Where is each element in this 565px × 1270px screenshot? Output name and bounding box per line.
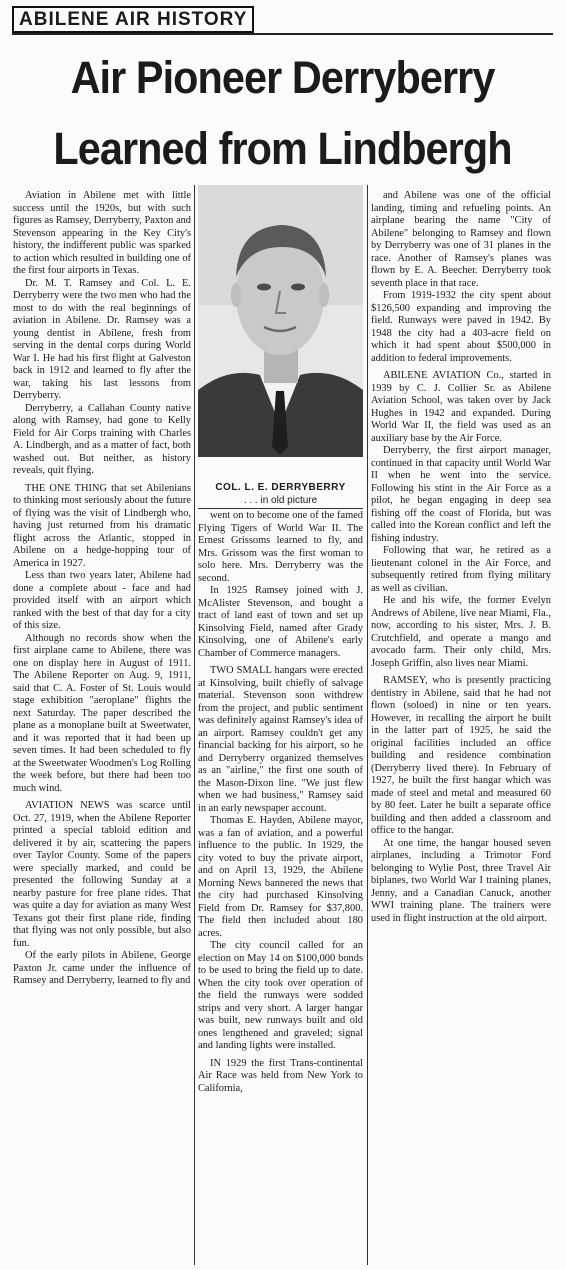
section-kicker: ABILENE AIR HISTORY xyxy=(12,6,254,33)
headline-line-1: Air Pioneer Derryberry xyxy=(70,52,495,103)
portrait-image xyxy=(198,185,363,457)
paragraph: Derryberry, the first airport manager, continued in that capacity until World War II when he went into the service. Following his stint in the Air Force as a pilot, he began engaging in deep sea fishing off the coast of Florida, but was called into the Korean conflict and left the fishing industry. xyxy=(371,445,551,544)
column-divider-right xyxy=(367,185,368,1265)
paragraph: Following that war, he retired as a lieutenant colonel in the Air Force, and subsequently retired from flying military as well as civilian. xyxy=(371,545,551,594)
column-1 xyxy=(13,190,191,1260)
paragraph: TWO SMALL hangars were erected at Kinsolving, built chiefly of salvage material. Stevenson soon withdrew from the project, and public sentiment was definitely against Ramsey's idea of an airport. Ramsey couldn't get any financial backing for his airport, so he and Derryberry organized themselves as an "airline," the first one south of the Mason-Dixon line. "We just flew when we had business," Ramsey said in an early newspaper account. xyxy=(198,665,363,814)
top-rule xyxy=(12,33,553,35)
paragraph: THE ONE THING that set Abilenians to thinking most seriously about the future of flying was the visit of Lindbergh who, having just returned from his dramatic flight across the Atlantic, stopped in Abilene on a hedge-hopping tour of America in 1927. xyxy=(13,482,191,569)
paragraph: went on to become one of the famed Flying Tigers of World War II. The Ernest Grissoms learned to fly, and Mrs. Grissom was the first woman to solo here. Mrs. Derryberry was the second. xyxy=(198,510,363,584)
paragraph: Less than two years later, Abilene had done a complete about - face and had provided itself with an airport which ranked with the best of that day for a city of this size. xyxy=(13,570,191,631)
paragraph: In 1925 Ramsey joined with J. McAlister Stevenson, and bought a tract of land east of town and set up Kinsolving Field, named after Grady Kinsolving, one of Abilene's early Chamber of Commerce managers. xyxy=(198,585,363,659)
paragraph: IN 1929 the first Trans-continental Air Race was held from New York to California, xyxy=(198,1057,363,1094)
column-divider-left xyxy=(194,185,195,1265)
paragraph: ABILENE AVIATION Co., started in 1939 by C. J. Collier Sr. as Abilene Aviation School, was taken over by Jack Hughes in 1942 and expanded. During World War II, the field was used as an auxiliary base by the Air Force. xyxy=(371,370,551,444)
paragraph: Thomas E. Hayden, Abilene mayor, was a fan of aviation, and a powerful influence to the public. In 1929, the city voted to buy the private airport, and on April 13, 1929, the Abilene Morning News bannered the news that the city had purchased Kinsolving Field from Dr. Ramsey for $37,800. The field then included about 180 acres. xyxy=(198,815,363,939)
paragraph: Although no records show when the first airplane came to Abilene, there was one on display here in August of 1911. The Abilene Reporter on Aug. 9, 1911, said that C. A. Foster of St. Louis would stage exhibition "aeroplane" flights the next Saturday. The paper described the plane as a monoplane built at Sweetwater, and it was reported that it had been up seven times. It had been scheduled to fly at the Sweetwater Woodmen's Log Rolling the week before, but there had been too much wind. xyxy=(13,632,191,794)
paragraph: RAMSEY, who is presently practicing dentistry in Abilene, said that he had not flown (soloed) in nine or ten years. However, in recalling the airport he built in the latter part of 1925, he said the original facilities included an office building and residence combination (Derryberry lived there). In February of 1927, he built the first hangar which was made of steel and metal and measured 60 by 80 feet. Later he built a separate office building and then added a classroom and office to the hangar. xyxy=(371,675,551,836)
headline-line-2: Learned from Lindbergh xyxy=(53,123,512,174)
headline xyxy=(34,42,532,184)
paragraph: From 1919-1932 the city spent about $126,500 expanding and improving the field. Runways were paved in 1942. By 1948 the city had a 403-acre field on which it had spent about $500,000 in addition to federal improvements. xyxy=(371,290,551,364)
photo-caption-note: . . . in old picture xyxy=(243,495,318,506)
column-3 xyxy=(371,190,551,1255)
portrait-photo xyxy=(198,185,363,457)
paragraph: Derryberry, a Callahan County native along with Ramsey, had gone to Kelly Field for Air Corps training with Charles A. Lindbergh, and as a matter of fact, both washed out. But neither, as history reveals, quit flying. xyxy=(13,402,191,476)
paragraph: AVIATION NEWS was scarce until Oct. 27, 1919, when the Abilene Reporter printed a special tabloid edition and delivered it by air, scattering the papers over Taylor County. Some of the papers were specially marked, and could be presented the following Sunday at a nearby pasture for free plane rides. That was quite a day for aviation as many West Texans got their first plane ride, finding that flying was not only possible, but also fun. xyxy=(13,800,191,949)
caption-rule xyxy=(198,508,363,509)
paragraph: Dr. M. T. Ramsey and Col. L. E. Derryberry were the two men who had the most to do with the real beginnings of aviation in Abilene. Dr. Ramsey was a young dentist in Abilene, fresh from serving in the dental corps during World War I. He had his first flight at Galveston back in 1912 and learned to fly after the war, taking his last lessons from Derryberry. xyxy=(13,277,191,401)
photo-caption-name: COL. L. E. DERRYBERRY xyxy=(215,482,346,493)
paragraph: Of the early pilots in Abilene, George Paxton Jr. came under the influence of Ramsey and Derryberry, learned to fly and xyxy=(13,950,191,986)
column-2 xyxy=(198,510,363,1262)
paragraph: Aviation in Abilene met with little success until the 1920s, but with such figures as Ramsey, Derryberry, Paxton and Stevenson appearing in the Key City's history, the indifferent public was sparked to action which resulted in building one of the first four airports in Texas. xyxy=(13,190,191,276)
paragraph: The city council called for an election on May 14 on $100,000 bonds to be used to bring the field up to date. When the city took over operation of the field the runways were sodded strips and very short. A larger hangar was built, new runways built and old ones lengthened and graveled; signal and landing lights were installed. xyxy=(198,940,363,1051)
paragraph: and Abilene was one of the official landing, timing and refueling points. An airplane bearing the name "City of Abilene" belonging to Ramsey and flown by Derryberry was one of 31 planes in the race. Another of Ramsey's planes was flown by E. A. Beecher. Derryberry took seventh place in that race. xyxy=(371,190,551,289)
paragraph: At one time, the hangar housed seven airplanes, including a Trimotor Ford belonging to Wylie Post, three Travel Air biplanes, two World War I training planes, Jenny, and a Canadian Canuck, another WWI training plane. The trainers were used in flight instruction at the old airport. xyxy=(371,837,551,924)
paragraph: He and his wife, the former Evelyn Andrews of Abilene, live near Miami, Fla., now, according to his sister, Mrs. J. B. Crutchfield, and operate a mango and avocado farm. Their only child, Mrs. Joseph Griffin, also lives near Miami. xyxy=(371,595,551,669)
